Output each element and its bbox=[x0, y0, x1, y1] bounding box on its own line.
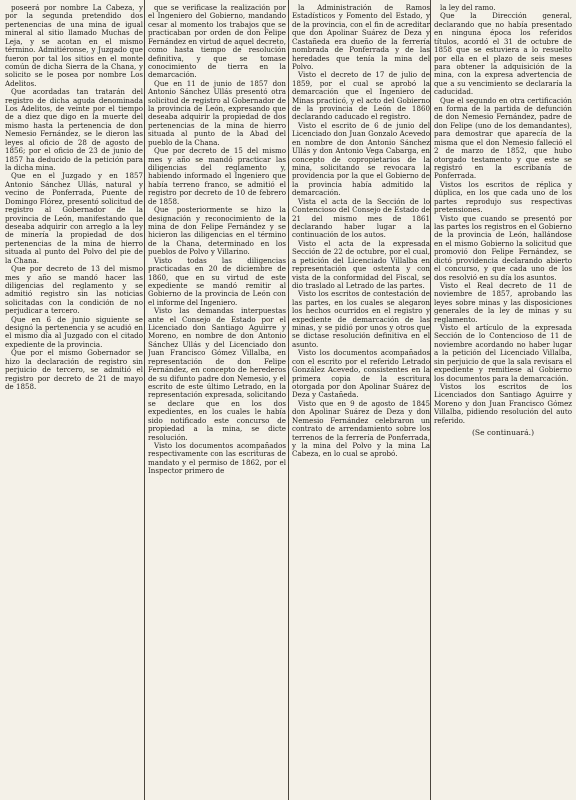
paragraph: la Administración de Ramos Estadísticos y Fomento del Estado, y de la provincia, con el fin de acreditar que don Apolinar Suárez de Deza y Castañeda era dueño de la ferrería nombrada de Ponferrada y de las heredades que tenía la mina del Polvo. bbox=[292, 4, 430, 71]
text-column-3 bbox=[292, 4, 430, 794]
paragraph: Visto el decreto de 17 de julio de 1859, por el cual se aprobó la demarcación que el Ingeniero de Minas practicó, y el acto del Gobierno de la provincia de León de 1860 declarando caducado el registro. bbox=[292, 70, 430, 122]
paragraph: Que en el Juzgado y en 1857 Antonio Sánchez Ullás, natural y vecino de Ponferrada, Puente de Domingo Flórez, presentó solicitud de registro al Gobernador de la provincia de León, manifestando que deseaba adquirir con arreglo a la ley de minería la propiedad de dos pertenencias de la mina de hierro situada al punto del Polvo del pie de la Chana. bbox=[5, 171, 143, 265]
paragraph: Visto el escrito de 6 de junio del Licenciado don Juan Gonzalo Acevedo en nombre de don Antonio Sánchez Ullás y don Antonio Vega Cabarga, en concepto de copropietarios de la mina, solicitando se revocara la providencia por la que el Gobierno de la provincia había admitido la demarcación. bbox=[292, 120, 430, 198]
text-column-1 bbox=[5, 4, 143, 794]
paragraph: Visto las demandas interpuestas ante el Consejo de Estado por el Licenciado don Santiago Aguirre y Moreno, en nombre de don Antonio Sánchez Ullás y del Licenciado don Juan Francisco Gómez Villalba, en representación de don Felipe Fernández, en concepto de herederos de su difunto padre don Nemesio, y el escrito de este último Letrado, en la representación expresada, solicitando se declare que en los dos expedientes, en los cuales le había sido notificado este concurso de propiedad a la mina, se dicte resolución. bbox=[148, 306, 286, 442]
paragraph: Visto el acta de la expresada Sección de 22 de octubre, por el cual, a petición del Licenciado Villalba en representación que ostenta y con vista de la conformidad del Fiscal, se dio traslado al Letrado de las partes. bbox=[292, 238, 430, 290]
paragraph: Que por el mismo Gobernador se hizo la declaración de registro sin perjuicio de tercero, se admitió el registro por decreto de 21 de mayo de 1858. bbox=[5, 348, 143, 391]
paragraph: Vista el acta de la Sección de lo Contencioso del Consejo de Estado de 21 del mismo mes de 1861 declarando haber lugar a la continuación de los autos. bbox=[292, 196, 430, 240]
paragraph: Que posteriormente se hizo la designación y reconocimiento de la mina de don Felipe Fernández y se hicieron las diligencias en el término de la Chana, determinado en los pueblos de Polvo y Villarino. bbox=[148, 205, 286, 257]
text-column-2 bbox=[148, 4, 286, 794]
paragraph: Que el segundo en otra certificación en forma de la partida de defunción de don Nemesio Fernández, padre de don Felipe (uno de los demandantes), para demostrar que aparecía de la misma que el don Nemesio falleció el 2 de marzo de 1852, que hubo otorgado testamento y que este se registró en la escribanía de Ponferrada. bbox=[434, 95, 572, 181]
paragraph: Visto el Real decreto de 11 de noviembre de 1857, aprobando las leyes sobre minas y las disposiciones generales de la ley de minas y su reglamento. bbox=[434, 280, 572, 324]
paragraph: Que en 6 de junio siguiente se designó la pertenencia y se acudió en el mismo día al Juzgado con el citado expediente de la provincia. bbox=[5, 314, 143, 349]
continuation-note: (Se continuará.) bbox=[471, 428, 535, 438]
text-column-4 bbox=[434, 4, 572, 794]
paragraph: Que por decreto de 15 del mismo mes y año se mandó practicar las diligencias del reglamento y, habiendo informado el Ingeniero que había terreno franco, se admitió el registro por decreto de 10 de febrero de 1858. bbox=[148, 146, 286, 206]
paragraph: Visto los escritos de contestación de las partes, en los cuales se alegaron los hechos ocurridos en el registro y expediente de demarcación de las minas, y se pidió por unos y otros que se dictase resolución definitiva en el asunto. bbox=[292, 289, 430, 349]
paragraph: Visto que cuando se presentó por las partes los registros en el Gobierno de la provincia de León, hallándose en el mismo Gobierno la solicitud que promovió don Felipe Fernández, se dictó providencia declarando abierto el concurso, y que cada uno de los dos resolvió en su día los asuntos. bbox=[434, 213, 572, 282]
paragraph: Vistos los escritos de réplica y dúplica, en los que cada uno de los partes reprodujo sus respectivas pretensiones. bbox=[434, 179, 572, 215]
paragraph: Que acordadas tan tratarán del registro de dicha aguda denominada Los Adelitos, de veinte por el tiempo de a diez que digo en la muerte del mismo hasta la pertenencia de don Nemesio Fernández, se le dieron las leyes al oficio de 28 de agosto de 1856; por el oficio de 23 de junio de 1857 ha deducido de la petición para la dicha mina. bbox=[5, 87, 143, 173]
paragraph: Visto los documentos acompañados respectivamente con las escrituras de mandato y el permiso de 1862, por el Inspector primero de bbox=[148, 440, 286, 476]
paragraph: Que en 11 de junio de 1857 don Antonio Sánchez Ullás presentó otra solicitud de registro al Gobernador de la provincia de León, expresando que deseaba adquirir la propiedad de dos pertenencias de la mina de hierro situada al punto de la Abad del pueblo de la Chana. bbox=[148, 78, 286, 147]
paragraph: que se verificase la realización por el Ingeniero del Gobierno, mandando cesar al momento los trabajos que se practicaban por orden de don Felipe Fernández en virtud de aquel decreto, como hasta tiempo de resolución definitiva, y que se tomase conocimiento de tierra en la demarcación. bbox=[148, 4, 286, 80]
column-divider bbox=[144, 0, 145, 800]
paragraph: Que por decreto de 13 del mismo mes y año se mandó hacer las diligencias del reglamento y se admitió registro sin las noticias solicitadas con la condición de no perjudicar a tercero. bbox=[5, 264, 143, 316]
paragraph: Visto los documentos acompañados con el escrito por el referido Letrado González Acevedo, consistentes en la primera copia de la escritura otorgada por don Apolinar Suárez de Deza y Castañeda. bbox=[292, 348, 430, 400]
paragraph: Visto el artículo de la expresada Sección de lo Contencioso de 11 de noviembre acordando no haber lugar a la petición del Licenciado Villalba, sin perjuicio de que la sala revisara el expediente y remitiese al Gobierno los documentos para la demarcación. bbox=[434, 323, 572, 383]
paragraph: Vistos los escritos de los Licenciados don Santiago Aguirre y Moreno y don Juan Francisco Gómez Villalba, pidiendo resolución del auto referido. bbox=[434, 381, 572, 425]
paragraph: Visto que en 9 de agosto de 1845 don Apolinar Suárez de Deza y don Nemesio Fernández celebraron un contrato de arrendamiento sobre los terrenos de la ferrería de Ponferrada, y la mina del Polvo y la mina La Cabeza, en lo cual se aprobó. bbox=[292, 398, 430, 459]
column-divider bbox=[288, 0, 289, 800]
paragraph: Visto todas las diligencias practicadas en 20 de diciembre de 1860, que en su virtud de este expediente se mandó remitir al Gobierno de la provincia de León con el informe del Ingeniero. bbox=[148, 255, 286, 307]
paragraph: la ley del ramo. bbox=[440, 4, 496, 12]
paragraph: Que la Dirección general, declarando que no había presentado en ninguna época los referidos títulos, acordó el 31 de octubre de 1858 que se estuviera a lo resuelto por ella en el plazo de seis meses para obtener la adquisición de la mina, con la expresa advertencia de que a su vencimiento se declararía la caducidad. bbox=[434, 11, 572, 97]
paragraph: poseerá por nombre La Cabeza, y por la segunda pretendido dos pertenencias de una mina de igual mineral al sitio llamado Muchas de Leja, y se acotan en el mismo término. Admitiéronse, y Juzgado que fueron por tal los sitios en el monte común de dicha Sierra de la Chana, y solicito se le posea por nombre Los Adelitos. bbox=[5, 4, 143, 88]
column-divider bbox=[430, 0, 431, 800]
